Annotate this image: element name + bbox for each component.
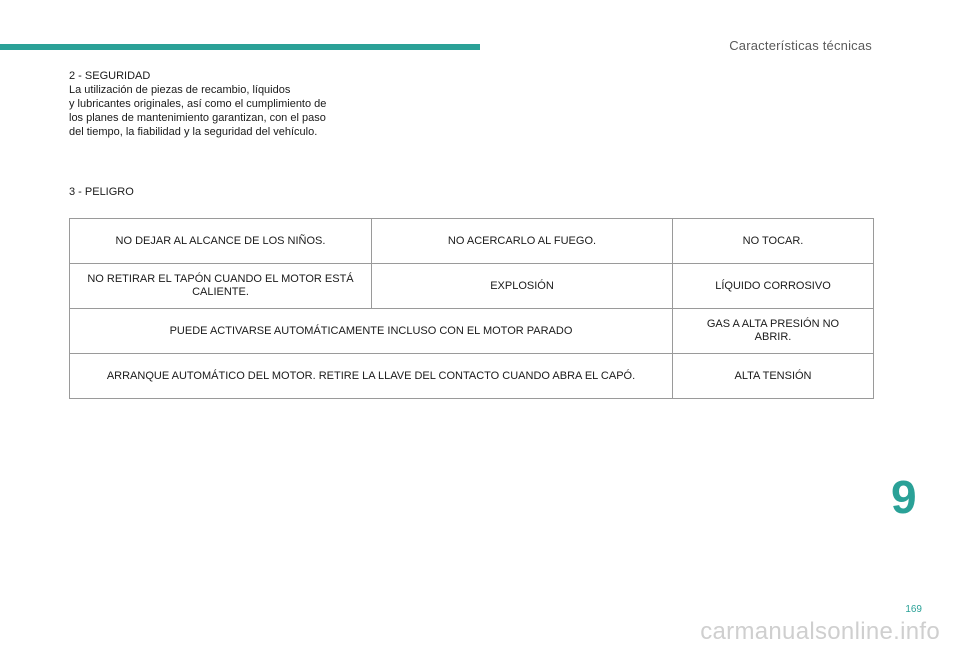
- section-seguridad-line: La utilización de piezas de recambio, líquidos: [69, 84, 291, 96]
- table-cell: NO DEJAR AL ALCANCE DE LOS NIÑOS.: [70, 219, 372, 264]
- section-peligro-title: 3 - PELIGRO: [69, 186, 134, 198]
- danger-table: [69, 218, 874, 399]
- table-row: [70, 309, 874, 354]
- table-cell: NO TOCAR.: [673, 219, 874, 264]
- section-seguridad-line: y lubricantes originales, así como el cumplimiento de: [69, 98, 327, 110]
- table-cell: ALTA TENSIÓN: [673, 354, 874, 399]
- table-cell: EXPLOSIÓN: [372, 264, 673, 309]
- section-seguridad-line: del tiempo, la fiabilidad y la seguridad del vehículo.: [69, 126, 318, 138]
- section-seguridad-title: 2 - SEGURIDAD: [69, 70, 151, 82]
- table-row: [70, 219, 874, 264]
- section-seguridad: [69, 69, 339, 139]
- table-cell: NO ACERCARLO AL FUEGO.: [372, 219, 673, 264]
- section-seguridad-line: los planes de mantenimiento garantizan, con el paso: [69, 112, 326, 124]
- table-cell: ARRANQUE AUTOMÁTICO DEL MOTOR. RETIRE LA LLAVE DEL CONTACTO CUANDO ABRA EL CAPÓ.: [70, 354, 673, 399]
- table-cell: GAS A ALTA PRESIÓN NO ABRIR.: [673, 309, 874, 354]
- table-cell: LÍQUIDO CORROSIVO: [673, 264, 874, 309]
- watermark: carmanualsonline.info: [700, 618, 940, 645]
- table-cell: PUEDE ACTIVARSE AUTOMÁTICAMENTE INCLUSO CON EL MOTOR PARADO: [70, 309, 673, 354]
- header-title: Características técnicas: [729, 38, 872, 53]
- header-accent-bar: [0, 44, 480, 50]
- table-row: [70, 354, 874, 399]
- chapter-number: 9: [891, 471, 917, 523]
- page-number: 169: [905, 604, 922, 615]
- table-cell: NO RETIRAR EL TAPÓN CUANDO EL MOTOR ESTÁ CALIENTE.: [70, 264, 372, 309]
- table-row: [70, 264, 874, 309]
